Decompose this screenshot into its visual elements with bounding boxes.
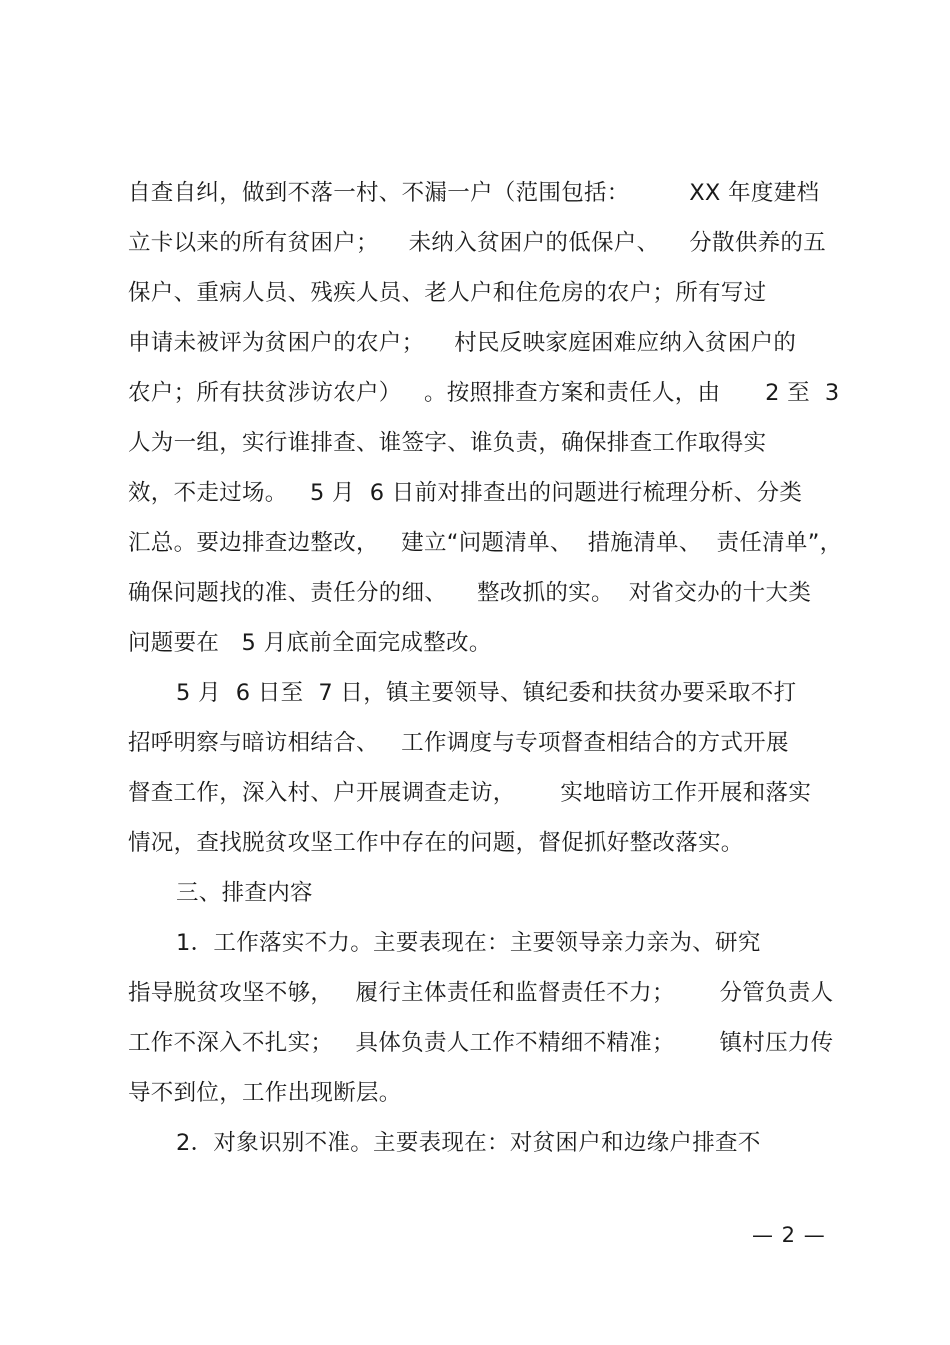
body-text-line: 农户；所有扶贫涉访农户） 。按照排查方案和责任人，由 2 至 3 xyxy=(128,380,840,406)
body-text-line: 效，不走过场。 5 月 6 日前对排查出的问题进行梳理分析、分类 xyxy=(128,480,803,506)
body-text-line: 招呼明察与暗访相结合、 工作调度与专项督查相结合的方式开展 xyxy=(128,730,789,756)
body-text-line: 保户、重病人员、残疾人员、老人户和住危房的农户；所有写过 xyxy=(128,280,767,306)
body-text-line: 申请未被评为贫困户的农户； 村民反映家庭困难应纳入贫困户的 xyxy=(128,330,797,356)
body-text-line: 指导脱贫攻坚不够， 履行主体责任和监督责任不力； 分管负责人 xyxy=(128,980,834,1006)
paragraph-first-line: 2．对象识别不准。主要表现在：对贫困户和边缘户排查不 xyxy=(176,1130,761,1156)
body-text-line: 问题要在 5 月底前全面完成整改。 xyxy=(128,630,492,656)
body-text-line: 人为一组，实行谁排查、谁签字、谁负责，确保排查工作取得实 xyxy=(128,430,767,456)
page-number: — 2 — xyxy=(752,1223,826,1247)
body-text-line: 情况，查找脱贫攻坚工作中存在的问题，督促抓好整改落实。 xyxy=(128,830,744,856)
body-text-line: 工作不深入不扎实； 具体负责人工作不精细不精准； 镇村压力传 xyxy=(128,1030,834,1056)
paragraph-first-line: 5 月 6 日至 7 日，镇主要领导、镇纪委和扶贫办要采取不打 xyxy=(176,680,797,706)
body-text-line: 导不到位，工作出现断层。 xyxy=(128,1080,402,1106)
body-text-line: 确保问题找的准、责任分的细、 整改抓的实。 对省交办的十大类 xyxy=(128,580,812,606)
body-text-line: 督查工作，深入村、户开展调查走访， 实地暗访工作开展和落实 xyxy=(128,780,812,806)
body-text-line: 立卡以来的所有贫困户； 未纳入贫困户的低保户、 分散供养的五 xyxy=(128,230,827,256)
body-text-line: 汇总。要边排查边整改， 建立“问题清单、 措施清单、 责任清单”， xyxy=(128,530,843,556)
section-heading: 三、排查内容 xyxy=(176,880,313,906)
paragraph-first-line: 1．工作落实不力。主要表现在：主要领导亲力亲为、研究 xyxy=(176,930,761,956)
body-text-line: 自查自纠，做到不落一村、不漏一户（范围包括： XX 年度建档 xyxy=(128,180,820,206)
